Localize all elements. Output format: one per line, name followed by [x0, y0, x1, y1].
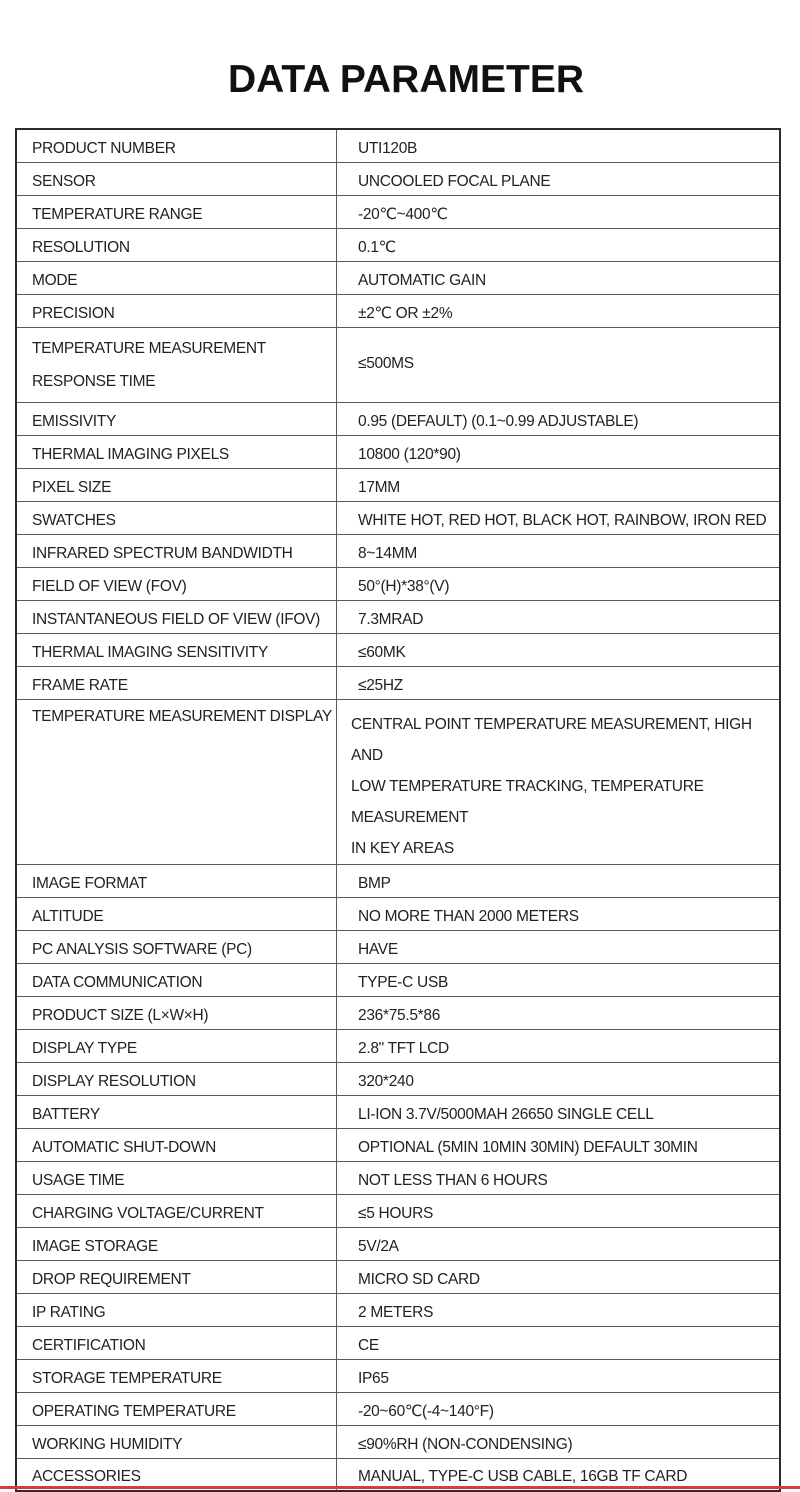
param-value: CE	[337, 1326, 781, 1359]
table-row	[16, 1227, 780, 1260]
param-value: ±2℃ OR ±2%	[337, 294, 781, 327]
param-label: IMAGE STORAGE	[16, 1227, 337, 1260]
param-label: DISPLAY RESOLUTION	[16, 1062, 337, 1095]
table-row	[16, 261, 780, 294]
table-row	[16, 1425, 780, 1458]
table-row	[16, 228, 780, 261]
table-row	[16, 930, 780, 963]
param-value: 50°(H)*38°(V)	[337, 567, 781, 600]
spec-table	[15, 128, 781, 1492]
param-label	[16, 327, 337, 402]
table-row	[16, 996, 780, 1029]
table-row	[16, 699, 780, 864]
table-row	[16, 633, 780, 666]
param-value-line: CENTRAL POINT TEMPERATURE MEASUREMENT, HIGH AND	[351, 715, 752, 764]
table-row	[16, 534, 780, 567]
table-row	[16, 1293, 780, 1326]
param-value-line: IN KEY AREAS	[351, 839, 454, 857]
table-row	[16, 1062, 780, 1095]
param-value: AUTOMATIC GAIN	[337, 261, 781, 294]
table-row	[16, 402, 780, 435]
param-label: IP RATING	[16, 1293, 337, 1326]
table-row	[16, 1095, 780, 1128]
param-value: ≤5 HOURS	[337, 1194, 781, 1227]
param-value: 2.8" TFT LCD	[337, 1029, 781, 1062]
param-value: 7.3MRAD	[337, 600, 781, 633]
param-value: LI-ION 3.7V/5000MAH 26650 SINGLE CELL	[337, 1095, 781, 1128]
table-row	[16, 666, 780, 699]
param-value: UNCOOLED FOCAL PLANE	[337, 162, 781, 195]
table-row	[16, 1128, 780, 1161]
param-label: TEMPERATURE MEASUREMENT DISPLAY	[16, 699, 337, 864]
param-label: EMISSIVITY	[16, 402, 337, 435]
param-label: TEMPERATURE RANGE	[16, 195, 337, 228]
param-value: 0.95 (DEFAULT) (0.1~0.99 ADJUSTABLE)	[337, 402, 781, 435]
table-row	[16, 468, 780, 501]
param-label: PIXEL SIZE	[16, 468, 337, 501]
param-label: FRAME RATE	[16, 666, 337, 699]
param-value: 320*240	[337, 1062, 781, 1095]
param-label: SENSOR	[16, 162, 337, 195]
param-label-line: RESPONSE TIME	[32, 372, 156, 390]
param-label: RESOLUTION	[16, 228, 337, 261]
param-value: -20℃~400℃	[337, 195, 781, 228]
param-label: PC ANALYSIS SOFTWARE (PC)	[16, 930, 337, 963]
param-value	[337, 699, 781, 864]
param-value: UTI120B	[337, 129, 781, 162]
param-label: THERMAL IMAGING SENSITIVITY	[16, 633, 337, 666]
param-label: SWATCHES	[16, 501, 337, 534]
param-label: PRODUCT NUMBER	[16, 129, 337, 162]
table-row	[16, 963, 780, 996]
table-row	[16, 1194, 780, 1227]
table-row	[16, 1326, 780, 1359]
param-label: AUTOMATIC SHUT-DOWN	[16, 1128, 337, 1161]
param-value: 8~14MM	[337, 534, 781, 567]
param-value: 17MM	[337, 468, 781, 501]
param-value: ≤60MK	[337, 633, 781, 666]
param-label: DISPLAY TYPE	[16, 1029, 337, 1062]
table-row	[16, 1359, 780, 1392]
table-row	[16, 195, 780, 228]
table-row	[16, 162, 780, 195]
param-value: -20~60℃(-4~140°F)	[337, 1392, 781, 1425]
param-label: MODE	[16, 261, 337, 294]
param-value: 0.1℃	[337, 228, 781, 261]
table-row	[16, 897, 780, 930]
table-row	[16, 1161, 780, 1194]
param-value: 5V/2A	[337, 1227, 781, 1260]
param-label: DROP REQUIREMENT	[16, 1260, 337, 1293]
param-label: ALTITUDE	[16, 897, 337, 930]
param-value: BMP	[337, 864, 781, 897]
param-value: 2 METERS	[337, 1293, 781, 1326]
param-value: 10800 (120*90)	[337, 435, 781, 468]
param-label: ACCESSORIES	[16, 1458, 337, 1491]
param-label: IMAGE FORMAT	[16, 864, 337, 897]
param-label-line: TEMPERATURE MEASUREMENT	[32, 339, 266, 357]
table-row	[16, 129, 780, 162]
table-row	[16, 294, 780, 327]
param-label: INFRARED SPECTRUM BANDWIDTH	[16, 534, 337, 567]
table-row	[16, 1029, 780, 1062]
param-label: OPERATING TEMPERATURE	[16, 1392, 337, 1425]
param-value: ≤500MS	[337, 327, 781, 402]
param-label: INSTANTANEOUS FIELD OF VIEW (IFOV)	[16, 600, 337, 633]
param-label: USAGE TIME	[16, 1161, 337, 1194]
table-row	[16, 327, 780, 402]
param-value: NO MORE THAN 2000 METERS	[337, 897, 781, 930]
param-value: OPTIONAL (5MIN 10MIN 30MIN) DEFAULT 30MIN	[337, 1128, 781, 1161]
param-value: ≤90%RH (NON-CONDENSING)	[337, 1425, 781, 1458]
param-label: FIELD OF VIEW (FOV)	[16, 567, 337, 600]
param-value: HAVE	[337, 930, 781, 963]
table-row	[16, 1392, 780, 1425]
param-value: ≤25HZ	[337, 666, 781, 699]
param-label: BATTERY	[16, 1095, 337, 1128]
table-row	[16, 864, 780, 897]
table-row	[16, 600, 780, 633]
page-title: DATA PARAMETER	[227, 58, 585, 101]
param-label: DATA COMMUNICATION	[16, 963, 337, 996]
param-label: THERMAL IMAGING PIXELS	[16, 435, 337, 468]
param-value: 236*75.5*86	[337, 996, 781, 1029]
param-label: CERTIFICATION	[16, 1326, 337, 1359]
table-row	[16, 435, 780, 468]
param-label: WORKING HUMIDITY	[16, 1425, 337, 1458]
param-label: PRECISION	[16, 294, 337, 327]
param-value: NOT LESS THAN 6 HOURS	[337, 1161, 781, 1194]
param-value: MANUAL, TYPE-C USB CABLE, 16GB TF CARD	[358, 1468, 688, 1486]
param-value: IP65	[337, 1359, 781, 1392]
table-row	[16, 1260, 780, 1293]
table-row	[16, 567, 780, 600]
param-label: PRODUCT SIZE (L×W×H)	[16, 996, 337, 1029]
param-label: CHARGING VOLTAGE/CURRENT	[16, 1194, 337, 1227]
param-value-line: LOW TEMPERATURE TRACKING, TEMPERATURE MEASUREMENT	[351, 777, 704, 826]
param-value: WHITE HOT, RED HOT, BLACK HOT, RAINBOW, IRON RED	[337, 501, 781, 534]
param-label: STORAGE TEMPERATURE	[16, 1359, 337, 1392]
table-row	[16, 501, 780, 534]
param-value: TYPE-C USB	[337, 963, 781, 996]
param-value: MICRO SD CARD	[337, 1260, 781, 1293]
